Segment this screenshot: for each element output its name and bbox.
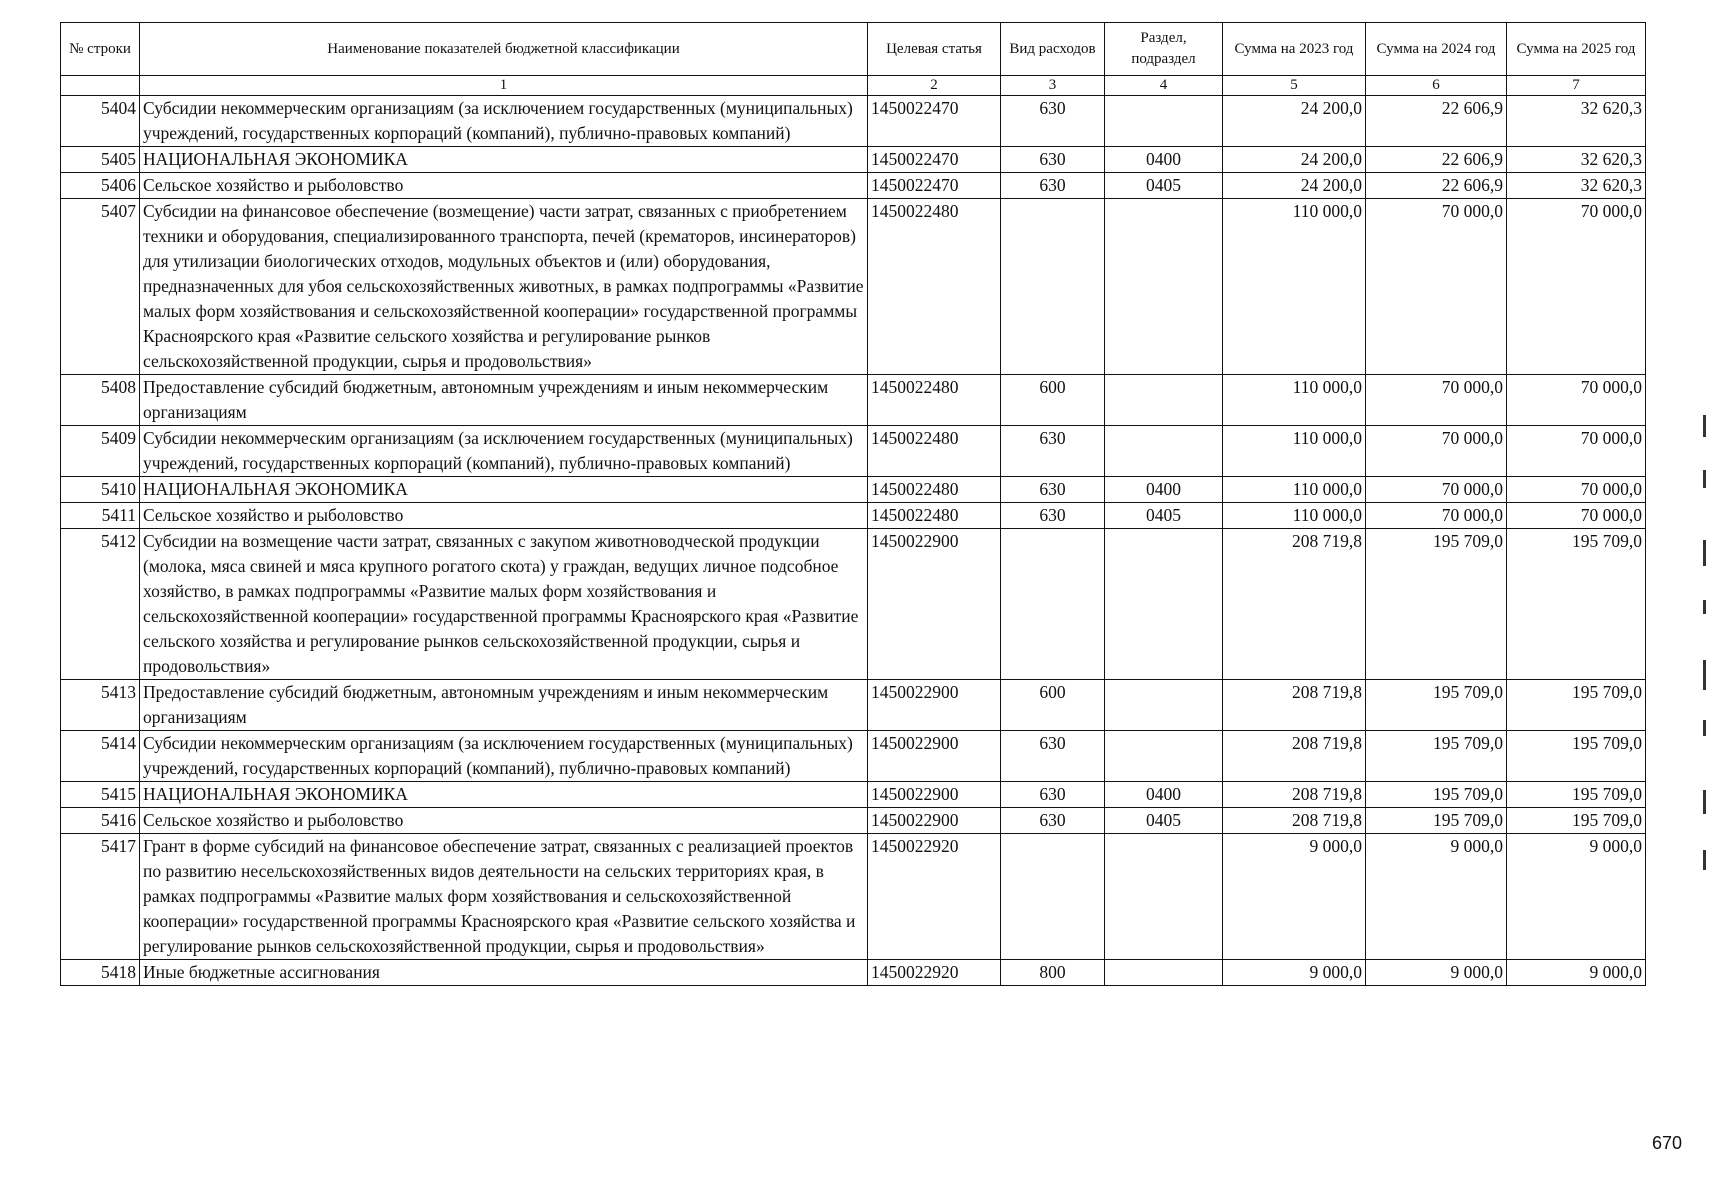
target-article: 1450022470 bbox=[868, 96, 1001, 147]
section-subsection bbox=[1105, 960, 1223, 986]
sum-2025: 195 709,0 bbox=[1507, 782, 1646, 808]
section-subsection bbox=[1105, 680, 1223, 731]
sum-2024: 70 000,0 bbox=[1366, 375, 1507, 426]
indicator-name: Иные бюджетные ассигнования bbox=[140, 960, 868, 986]
table-row bbox=[61, 477, 1646, 503]
expense-type bbox=[1001, 529, 1105, 680]
target-article: 1450022900 bbox=[868, 808, 1001, 834]
target-article: 1450022480 bbox=[868, 375, 1001, 426]
indicator-name: Субсидии на финансовое обеспечение (возмещение) части затрат, связанных с приобретением техники и оборудования, специализированного транспорта, печей (крематоров, инсинераторов) для утилизации биологических отходов, модульных объектов и (или) оборудования, предназначенных для убоя сельскохозяйственных животных, в рамках подпрограммы «Развитие малых форм хозяйствования и сельскохозяйственной кооперации» государственной программы Красноярского края «Развитие сельского хозяйства и регулирование рынков сельскохозяйственной продукции, сырья и продовольствия» bbox=[140, 199, 868, 375]
sum-2025: 195 709,0 bbox=[1507, 808, 1646, 834]
sum-2024: 70 000,0 bbox=[1366, 503, 1507, 529]
sum-2024: 195 709,0 bbox=[1366, 680, 1507, 731]
indicator-name: Грант в форме субсидий на финансовое обеспечение затрат, связанных с реализацией проектов по развитию несельскохозяйственных видов деятельности на сельских территориях края, в рамках подпрограммы «Развитие малых форм хозяйствования и сельскохозяйственной кооперации» государственной программы Красноярского края «Развитие сельского хозяйства и регулирование рынков сельскохозяйственной продукции, сырья и продовольствия» bbox=[140, 834, 868, 960]
sum-2023: 110 000,0 bbox=[1223, 426, 1366, 477]
indicator-name: НАЦИОНАЛЬНАЯ ЭКОНОМИКА bbox=[140, 147, 868, 173]
sum-2024: 195 709,0 bbox=[1366, 529, 1507, 680]
expense-type: 630 bbox=[1001, 477, 1105, 503]
row-number: 5407 bbox=[61, 199, 140, 375]
section-subsection bbox=[1105, 96, 1223, 147]
target-article: 1450022480 bbox=[868, 477, 1001, 503]
table-row bbox=[61, 173, 1646, 199]
header-sum-2023: Сумма на 2023 год bbox=[1223, 23, 1366, 76]
sum-2024: 22 606,9 bbox=[1366, 96, 1507, 147]
sum-2023: 110 000,0 bbox=[1223, 375, 1366, 426]
sum-2023: 9 000,0 bbox=[1223, 834, 1366, 960]
scan-edge-mark bbox=[1703, 790, 1706, 814]
table-row bbox=[61, 808, 1646, 834]
budget-table bbox=[60, 22, 1646, 986]
row-number: 5411 bbox=[61, 503, 140, 529]
section-subsection: 0400 bbox=[1105, 147, 1223, 173]
header-row-no: № строки bbox=[61, 23, 140, 76]
column-number: 1 bbox=[140, 76, 868, 96]
indicator-name: Сельское хозяйство и рыболовство bbox=[140, 503, 868, 529]
target-article: 1450022920 bbox=[868, 834, 1001, 960]
expense-type: 800 bbox=[1001, 960, 1105, 986]
expense-type: 630 bbox=[1001, 426, 1105, 477]
row-number: 5406 bbox=[61, 173, 140, 199]
table-row bbox=[61, 147, 1646, 173]
target-article: 1450022480 bbox=[868, 426, 1001, 477]
target-article: 1450022470 bbox=[868, 173, 1001, 199]
scan-edge-mark bbox=[1703, 415, 1706, 437]
expense-type: 630 bbox=[1001, 147, 1105, 173]
indicator-name: Субсидии на возмещение части затрат, связанных с закупом животноводческой продукции (молока, мяса свиней и мяса крупного рогатого скота) у граждан, ведущих личное подсобное хозяйство, в рамках подпрограммы «Развитие малых форм хозяйствования и сельскохозяйственной кооперации» государственной программы Красноярского края «Развитие сельского хозяйства и регулирование рынков сельскохозяйственной продукции, сырья и продовольствия» bbox=[140, 529, 868, 680]
scan-edge-mark bbox=[1703, 720, 1706, 736]
column-number: 4 bbox=[1105, 76, 1223, 96]
sum-2023: 208 719,8 bbox=[1223, 680, 1366, 731]
section-subsection bbox=[1105, 731, 1223, 782]
row-number: 5405 bbox=[61, 147, 140, 173]
sum-2025: 70 000,0 bbox=[1507, 199, 1646, 375]
sum-2025: 70 000,0 bbox=[1507, 477, 1646, 503]
sum-2024: 22 606,9 bbox=[1366, 173, 1507, 199]
section-subsection bbox=[1105, 375, 1223, 426]
sum-2023: 208 719,8 bbox=[1223, 529, 1366, 680]
sum-2023: 208 719,8 bbox=[1223, 731, 1366, 782]
sum-2023: 24 200,0 bbox=[1223, 173, 1366, 199]
sum-2023: 24 200,0 bbox=[1223, 147, 1366, 173]
scan-edge-mark bbox=[1703, 660, 1706, 690]
sum-2025: 32 620,3 bbox=[1507, 173, 1646, 199]
table-row bbox=[61, 375, 1646, 426]
indicator-name: Предоставление субсидий бюджетным, автономным учреждениям и иным некоммерческим организациям bbox=[140, 680, 868, 731]
sum-2024: 70 000,0 bbox=[1366, 199, 1507, 375]
sum-2025: 70 000,0 bbox=[1507, 375, 1646, 426]
page-number: 670 bbox=[1652, 1133, 1683, 1153]
scan-edge-mark bbox=[1703, 470, 1706, 488]
target-article: 1450022470 bbox=[868, 147, 1001, 173]
expense-type: 630 bbox=[1001, 782, 1105, 808]
row-number: 5404 bbox=[61, 96, 140, 147]
row-number: 5414 bbox=[61, 731, 140, 782]
target-article: 1450022920 bbox=[868, 960, 1001, 986]
sum-2024: 9 000,0 bbox=[1366, 834, 1507, 960]
target-article: 1450022900 bbox=[868, 680, 1001, 731]
expense-type: 630 bbox=[1001, 503, 1105, 529]
row-number: 5418 bbox=[61, 960, 140, 986]
column-number: 5 bbox=[1223, 76, 1366, 96]
sum-2024: 70 000,0 bbox=[1366, 426, 1507, 477]
sum-2023: 110 000,0 bbox=[1223, 199, 1366, 375]
table-row bbox=[61, 199, 1646, 375]
sum-2025: 9 000,0 bbox=[1507, 834, 1646, 960]
section-subsection bbox=[1105, 199, 1223, 375]
section-subsection bbox=[1105, 834, 1223, 960]
sum-2023: 208 719,8 bbox=[1223, 782, 1366, 808]
column-number-row bbox=[61, 76, 1646, 96]
scan-edge-marks bbox=[1699, 0, 1709, 1200]
row-number: 5409 bbox=[61, 426, 140, 477]
expense-type: 630 bbox=[1001, 808, 1105, 834]
expense-type: 630 bbox=[1001, 96, 1105, 147]
scan-edge-mark bbox=[1703, 600, 1706, 614]
sum-2023: 24 200,0 bbox=[1223, 96, 1366, 147]
sum-2024: 195 709,0 bbox=[1366, 808, 1507, 834]
row-number: 5408 bbox=[61, 375, 140, 426]
sum-2023: 110 000,0 bbox=[1223, 477, 1366, 503]
section-subsection: 0400 bbox=[1105, 477, 1223, 503]
row-number: 5417 bbox=[61, 834, 140, 960]
target-article: 1450022900 bbox=[868, 782, 1001, 808]
expense-type bbox=[1001, 834, 1105, 960]
indicator-name: Субсидии некоммерческим организациям (за исключением государственных (муниципальных) учреждений, государственных корпораций (компаний), публично-правовых компаний) bbox=[140, 426, 868, 477]
header-sum-2025: Сумма на 2025 год bbox=[1507, 23, 1646, 76]
table-row bbox=[61, 782, 1646, 808]
table-row bbox=[61, 731, 1646, 782]
table-row bbox=[61, 426, 1646, 477]
header-sum-2024: Сумма на 2024 год bbox=[1366, 23, 1507, 76]
row-number: 5416 bbox=[61, 808, 140, 834]
section-subsection: 0405 bbox=[1105, 808, 1223, 834]
sum-2025: 70 000,0 bbox=[1507, 503, 1646, 529]
sum-2023: 9 000,0 bbox=[1223, 960, 1366, 986]
sum-2024: 22 606,9 bbox=[1366, 147, 1507, 173]
sum-2024: 195 709,0 bbox=[1366, 782, 1507, 808]
table-row bbox=[61, 834, 1646, 960]
column-number: 6 bbox=[1366, 76, 1507, 96]
sum-2024: 70 000,0 bbox=[1366, 477, 1507, 503]
expense-type bbox=[1001, 199, 1105, 375]
section-subsection bbox=[1105, 426, 1223, 477]
sum-2025: 70 000,0 bbox=[1507, 426, 1646, 477]
indicator-name: Сельское хозяйство и рыболовство bbox=[140, 808, 868, 834]
scan-edge-mark bbox=[1703, 540, 1706, 566]
scan-edge-mark bbox=[1703, 850, 1706, 870]
indicator-name: НАЦИОНАЛЬНАЯ ЭКОНОМИКА bbox=[140, 782, 868, 808]
sum-2025: 195 709,0 bbox=[1507, 731, 1646, 782]
row-number: 5415 bbox=[61, 782, 140, 808]
row-number: 5410 bbox=[61, 477, 140, 503]
expense-type: 600 bbox=[1001, 375, 1105, 426]
row-number: 5412 bbox=[61, 529, 140, 680]
column-number: 2 bbox=[868, 76, 1001, 96]
row-number: 5413 bbox=[61, 680, 140, 731]
column-number: 3 bbox=[1001, 76, 1105, 96]
table-row bbox=[61, 529, 1646, 680]
sum-2023: 110 000,0 bbox=[1223, 503, 1366, 529]
target-article: 1450022480 bbox=[868, 199, 1001, 375]
sum-2025: 32 620,3 bbox=[1507, 96, 1646, 147]
sum-2025: 195 709,0 bbox=[1507, 529, 1646, 680]
header-name: Наименование показателей бюджетной классификации bbox=[140, 23, 868, 76]
section-subsection: 0400 bbox=[1105, 782, 1223, 808]
target-article: 1450022480 bbox=[868, 503, 1001, 529]
expense-type: 600 bbox=[1001, 680, 1105, 731]
section-subsection bbox=[1105, 529, 1223, 680]
section-subsection: 0405 bbox=[1105, 503, 1223, 529]
expense-type: 630 bbox=[1001, 173, 1105, 199]
target-article: 1450022900 bbox=[868, 529, 1001, 680]
column-number: 7 bbox=[1507, 76, 1646, 96]
target-article: 1450022900 bbox=[868, 731, 1001, 782]
indicator-name: Сельское хозяйство и рыболовство bbox=[140, 173, 868, 199]
header-target: Целевая статья bbox=[868, 23, 1001, 76]
sum-2023: 208 719,8 bbox=[1223, 808, 1366, 834]
indicator-name: Субсидии некоммерческим организациям (за исключением государственных (муниципальных) учреждений, государственных корпораций (компаний), публично-правовых компаний) bbox=[140, 96, 868, 147]
table-row bbox=[61, 96, 1646, 147]
indicator-name: Предоставление субсидий бюджетным, автономным учреждениям и иным некоммерческим организациям bbox=[140, 375, 868, 426]
header-vid: Вид расходов bbox=[1001, 23, 1105, 76]
table-row bbox=[61, 960, 1646, 986]
sum-2024: 195 709,0 bbox=[1366, 731, 1507, 782]
sum-2025: 32 620,3 bbox=[1507, 147, 1646, 173]
table-row bbox=[61, 503, 1646, 529]
header-razdel: Раздел, подраздел bbox=[1105, 23, 1223, 76]
header-row bbox=[61, 23, 1646, 76]
sum-2025: 195 709,0 bbox=[1507, 680, 1646, 731]
section-subsection: 0405 bbox=[1105, 173, 1223, 199]
expense-type: 630 bbox=[1001, 731, 1105, 782]
table-row bbox=[61, 680, 1646, 731]
indicator-name: НАЦИОНАЛЬНАЯ ЭКОНОМИКА bbox=[140, 477, 868, 503]
indicator-name: Субсидии некоммерческим организациям (за исключением государственных (муниципальных) учреждений, государственных корпораций (компаний), публично-правовых компаний) bbox=[140, 731, 868, 782]
sum-2025: 9 000,0 bbox=[1507, 960, 1646, 986]
column-number bbox=[61, 76, 140, 96]
sum-2024: 9 000,0 bbox=[1366, 960, 1507, 986]
